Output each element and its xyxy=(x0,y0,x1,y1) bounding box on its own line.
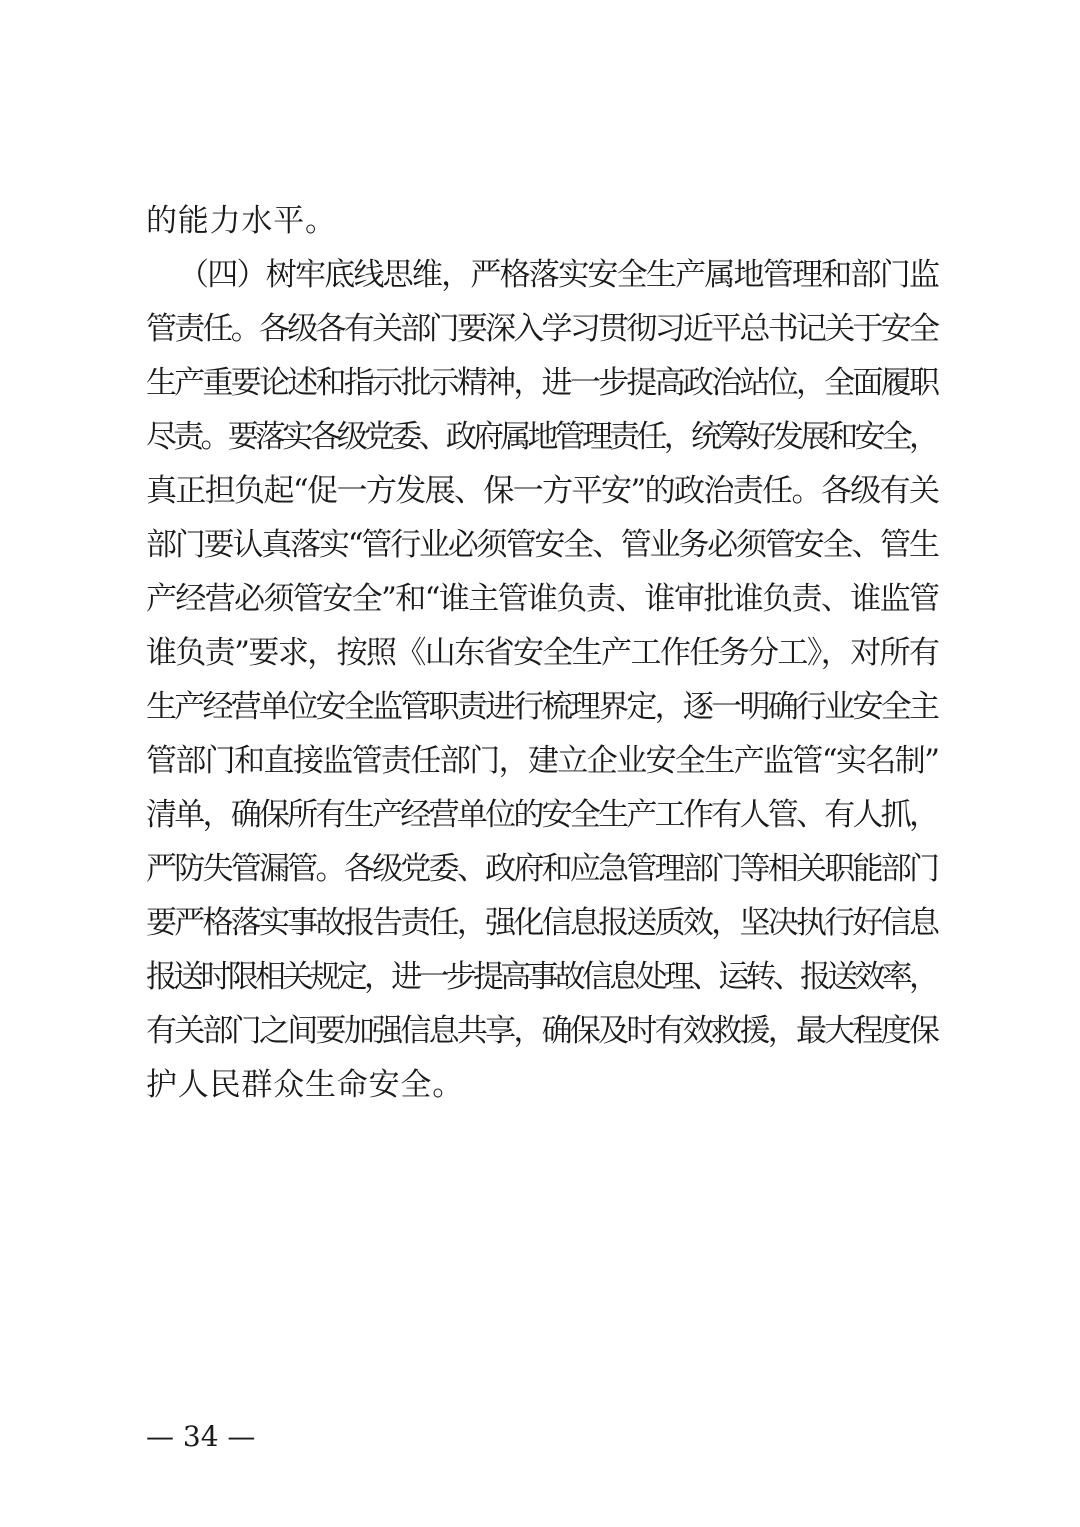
text-line-content: （四）树牢底线思维，严格落实安全生产属地管理和部门监 xyxy=(178,257,939,293)
text-line-content: 生产重要论述和指示批示精神，进一步提高政治站位，全面履职 xyxy=(146,365,938,401)
text-line xyxy=(146,1004,937,1058)
text-line xyxy=(146,410,936,464)
text-line xyxy=(146,464,938,518)
text-line-content: 部门要认真落实“管行业必须管安全、管业务必须管安全、管生 xyxy=(146,527,938,563)
page-number: — 34 — xyxy=(146,1420,256,1453)
text-line xyxy=(146,194,337,248)
text-line-content: 管责任。各级各有关部门要深入学习贯彻习近平总书记关于安全 xyxy=(146,311,938,347)
text-line xyxy=(146,302,937,356)
text-line xyxy=(146,842,937,896)
text-line-content: 真正担负起“促一方发展、保一方平安”的政治责任。各级有关 xyxy=(146,473,939,509)
section-heading-line xyxy=(178,248,938,302)
text-line xyxy=(146,1058,464,1112)
text-line-content: 生产经营单位安全监管职责进行梳理界定，逐一明确行业安全主 xyxy=(146,689,938,725)
text-line xyxy=(146,734,938,788)
text-line-content: 尽责。要落实各级党委、政府属地管理责任，统筹好发展和安全， xyxy=(146,419,937,455)
text-line xyxy=(146,788,937,842)
text-line xyxy=(146,572,938,626)
text-line-content: 谁负责”要求，按照《山东省安全生产工作任务分工》，对所有 xyxy=(146,635,939,671)
text-line xyxy=(146,680,937,734)
text-line xyxy=(146,950,936,1004)
text-line-content: 清单，确保所有生产经营单位的安全生产工作有人管、有人抓， xyxy=(146,797,938,833)
text-line-content: 管部门和直接监管责任部门，建立企业安全生产监管“实名制” xyxy=(146,743,939,779)
text-line xyxy=(146,518,938,572)
text-line-content: 严防失管漏管。各级党委、政府和应急管理部门等相关职能部门 xyxy=(146,851,938,887)
text-line xyxy=(146,356,937,410)
text-line-content: 的能力水平。 xyxy=(146,203,337,239)
text-line-content: 有关部门之间要加强信息共享，确保及时有效救援，最大程度保 xyxy=(146,1013,938,1049)
text-line-content: 报送时限相关规定，进一步提高事故信息处理、运转、报送效率， xyxy=(146,959,937,995)
text-line xyxy=(146,896,937,950)
text-line-content: 要严格落实事故报告责任，强化信息报送质效，坚决执行好信息 xyxy=(146,905,938,941)
text-line-content: 产经营必须管安全”和“谁主管谁负责、谁审批谁负责、谁监管 xyxy=(146,581,939,617)
text-line xyxy=(146,626,938,680)
text-line-content: 护人民群众生命安全。 xyxy=(146,1067,464,1103)
